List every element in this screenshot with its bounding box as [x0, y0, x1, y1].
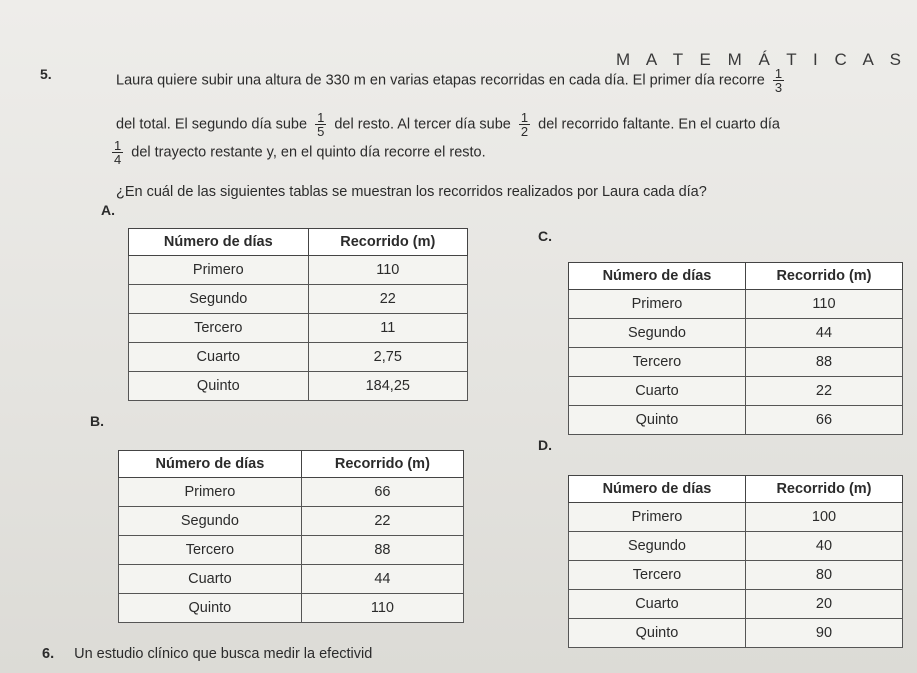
fraction-second-day: $\frac{1}{5}$ [317, 110, 325, 139]
question-5-prompt: ¿En cuál de las siguientes tablas se muestran los recorridos realizados por Laura cada día? [116, 184, 707, 200]
day-cell: Tercero [129, 314, 309, 343]
header-days: Número de días [129, 229, 309, 256]
question-5-line-3: $\frac{1}{4}$ del trayecto restante y, en el quinto día recorre el resto. [114, 138, 486, 167]
day-cell: Segundo [569, 532, 746, 561]
header-days: Número de días [119, 451, 302, 478]
table-row [569, 561, 903, 590]
table-row [119, 565, 464, 594]
day-cell: Tercero [569, 348, 746, 377]
table-row [129, 314, 468, 343]
option-d-label[interactable]: D. [538, 437, 552, 453]
distance-cell: 40 [745, 532, 902, 561]
day-cell: Tercero [119, 536, 302, 565]
header-days: Número de días [569, 263, 746, 290]
header-distance: Recorrido (m) [745, 263, 902, 290]
table-row [569, 619, 903, 648]
distance-cell: 20 [745, 590, 902, 619]
option-d-table [568, 475, 903, 648]
distance-cell: 44 [301, 565, 463, 594]
day-cell: Tercero [569, 561, 746, 590]
distance-cell: 184,25 [308, 372, 467, 401]
distance-cell: 80 [745, 561, 902, 590]
distance-cell: 11 [308, 314, 467, 343]
day-cell: Quinto [569, 406, 746, 435]
option-b-table [118, 450, 464, 623]
distance-cell: 88 [301, 536, 463, 565]
fraction-first-day: $\frac{1}{3}$ [774, 66, 783, 95]
table-row [569, 348, 903, 377]
distance-cell: 90 [745, 619, 902, 648]
day-cell: Cuarto [129, 343, 309, 372]
table-row [129, 372, 468, 401]
day-cell: Primero [569, 503, 746, 532]
distance-cell: 100 [745, 503, 902, 532]
distance-cell: 22 [745, 377, 902, 406]
table-row [129, 343, 468, 372]
table-row [569, 503, 903, 532]
question-5-line-1 [116, 67, 916, 94]
question-6-text: Un estudio clínico que busca medir la efectivid [74, 646, 373, 662]
option-c-label[interactable]: C. [538, 228, 552, 244]
header-distance: Recorrido (m) [745, 476, 902, 503]
day-cell: Segundo [129, 285, 309, 314]
option-c-table [568, 262, 903, 435]
question-6-number: 6. [42, 646, 55, 662]
table-row [119, 478, 464, 507]
day-cell: Quinto [129, 372, 309, 401]
table-row [119, 536, 464, 565]
header-distance: Recorrido (m) [301, 451, 463, 478]
day-cell: Cuarto [569, 590, 746, 619]
line-1-text: Laura quiere subir una altura de 330 m en varias etapas recorridas en cada día. El primer día recorre [116, 72, 765, 89]
fraction-third-day: $\frac{1}{2}$ [520, 110, 529, 139]
table-row [569, 532, 903, 561]
table-row [129, 285, 468, 314]
day-cell: Segundo [569, 319, 746, 348]
day-cell: Quinto [569, 619, 746, 648]
distance-cell: 66 [745, 406, 902, 435]
table-row [119, 594, 464, 623]
day-cell: Primero [119, 478, 302, 507]
distance-cell: 22 [301, 507, 463, 536]
header-distance: Recorrido (m) [308, 229, 467, 256]
table-row [569, 590, 903, 619]
day-cell: Cuarto [569, 377, 746, 406]
question-5-number: 5. [40, 66, 52, 82]
question-6 [42, 646, 372, 662]
option-a-table [128, 228, 468, 401]
fraction-fourth-day: $\frac{1}{4}$ [114, 138, 122, 167]
table-row [129, 256, 468, 285]
distance-cell: 110 [301, 594, 463, 623]
distance-cell: 88 [745, 348, 902, 377]
option-a-label[interactable]: A. [101, 202, 115, 218]
option-b-label[interactable]: B. [90, 413, 104, 429]
table-row [569, 290, 903, 319]
subject-header: M A T E M Á T I C A S [615, 50, 907, 69]
table-row [569, 319, 903, 348]
table-row [569, 377, 903, 406]
distance-cell: 44 [745, 319, 902, 348]
distance-cell: 110 [308, 256, 467, 285]
day-cell: Segundo [119, 507, 302, 536]
distance-cell: 66 [301, 478, 463, 507]
table-row [119, 507, 464, 536]
day-cell: Cuarto [119, 565, 302, 594]
day-cell: Quinto [119, 594, 302, 623]
question-5-line-2: del total. El segundo día sube $\frac{1}{5}$ del resto. Al tercer día sube $\frac{1}{2}$ del recorrido faltante. En el cuarto día [116, 110, 780, 139]
header-days: Número de días [569, 476, 746, 503]
day-cell: Primero [569, 290, 746, 319]
distance-cell: 22 [308, 285, 467, 314]
day-cell: Primero [129, 256, 309, 285]
distance-cell: 2,75 [308, 343, 467, 372]
table-row [569, 406, 903, 435]
distance-cell: 110 [745, 290, 902, 319]
